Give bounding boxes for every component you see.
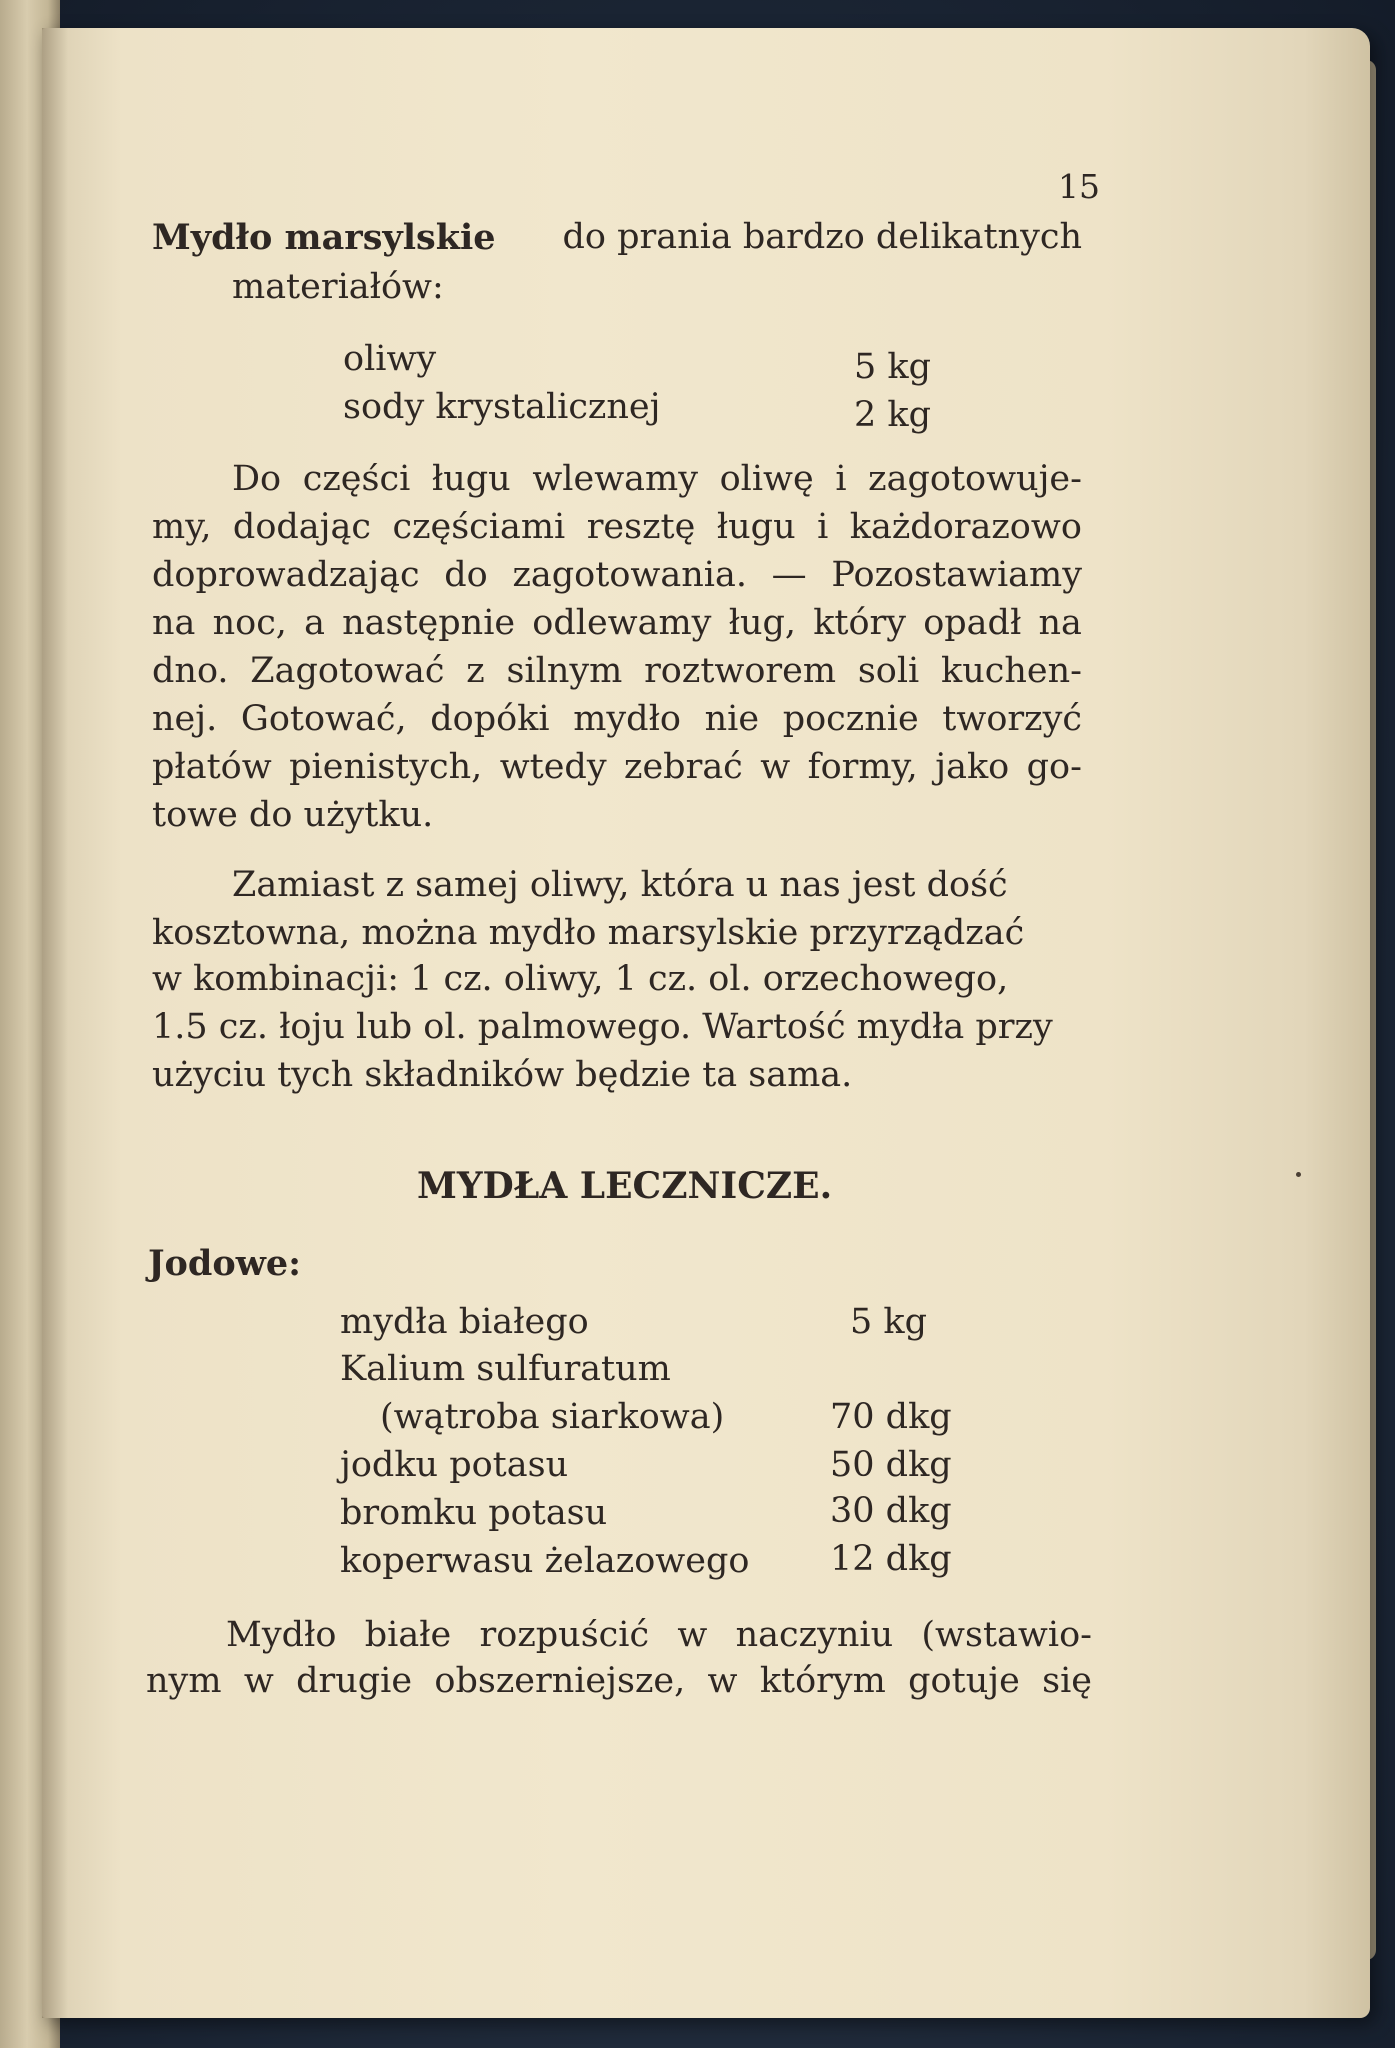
- word: opadł: [923, 603, 1022, 643]
- word: mydło: [573, 699, 681, 739]
- paragraph-line: Zamiast z samej oliwy, która u nas jest dość: [232, 865, 1008, 905]
- paragraph-line: [152, 555, 1082, 595]
- recipe-2-item-amount: 50 dkg: [830, 1445, 952, 1485]
- word: (wstawio-: [921, 1615, 1092, 1655]
- paragraph-line: [152, 507, 1082, 547]
- recipe-2-item-name: (wątroba siarkowa): [380, 1397, 725, 1437]
- recipe-heading-bold: Mydło marsylskie: [152, 217, 496, 258]
- word: następnie: [342, 603, 516, 643]
- word: drugie: [296, 1661, 413, 1701]
- word: ług,: [728, 603, 797, 643]
- word: resztę: [586, 507, 696, 547]
- word: z: [466, 651, 485, 691]
- word: zagotowuje-: [868, 459, 1082, 499]
- paragraph-line: [226, 1615, 1092, 1655]
- word: i: [817, 507, 829, 547]
- word: dno.: [152, 651, 229, 691]
- word: każdorazowo: [849, 507, 1082, 547]
- word: rozpuścić: [479, 1615, 650, 1655]
- word: na: [152, 603, 196, 643]
- word: częściami: [392, 507, 566, 547]
- word: Gotować,: [240, 699, 407, 739]
- recipe-2-item-name: Kalium sulfuratum: [340, 1349, 671, 1389]
- word: silnym: [506, 651, 623, 691]
- word: nie: [704, 699, 760, 739]
- paragraph-line: [152, 651, 1082, 691]
- word: wtedy: [499, 747, 607, 787]
- word: dopóki: [430, 699, 550, 739]
- word: odlewamy: [532, 603, 712, 643]
- recipe-2-item-amount: 30 dkg: [830, 1491, 952, 1531]
- section-title: MYDŁA LECZNICZE.: [417, 1165, 833, 1207]
- speck: [1296, 1172, 1301, 1177]
- recipe-heading: [152, 217, 1082, 258]
- recipe-heading-rest: do prania bardzo delikatnych: [562, 217, 1082, 257]
- subheading: Jodowe:: [148, 1243, 302, 1284]
- paragraph-line: [152, 603, 1082, 643]
- word: w: [677, 1615, 708, 1655]
- word: który: [813, 603, 907, 643]
- word: oliwę: [719, 459, 814, 499]
- word: kuchen-: [940, 651, 1082, 691]
- word: Mydło: [226, 1615, 337, 1655]
- paragraph-line: [146, 1661, 1092, 1701]
- word: do: [444, 555, 488, 595]
- word: się: [1042, 1661, 1092, 1701]
- recipe-heading-line2: materiałów:: [232, 267, 444, 307]
- recipe-1-item-name: sody krystalicznej: [343, 387, 661, 427]
- word: zagotowania.: [512, 555, 747, 595]
- word: płatów: [152, 747, 272, 787]
- paragraph-line: kosztowna, można mydło marsylskie przyrządzać: [152, 913, 1025, 953]
- word: i: [835, 459, 847, 499]
- word: białe: [364, 1615, 452, 1655]
- recipe-2-item-amount: 70 dkg: [830, 1397, 952, 1437]
- word: doprowadzając: [152, 555, 420, 595]
- word: części: [302, 459, 411, 499]
- word: nym: [146, 1661, 222, 1701]
- paragraph-line: [232, 459, 1082, 499]
- word: ługu: [716, 507, 796, 547]
- word: gotuje: [908, 1661, 1020, 1701]
- recipe-2-item-name: mydła białego: [340, 1302, 589, 1342]
- word: —: [771, 555, 807, 595]
- word: roztworem: [644, 651, 837, 691]
- word: go-: [1026, 747, 1082, 787]
- word: Pozostawiamy: [831, 555, 1082, 595]
- paragraph-line: [152, 747, 1082, 787]
- gutter-shadow: [42, 28, 68, 2018]
- recipe-2-item-name: bromku potasu: [340, 1493, 608, 1533]
- word: Zagotować: [250, 651, 445, 691]
- paragraph-line: 1.5 cz. łoju lub ol. palmowego. Wartość mydła przy: [152, 1007, 1053, 1047]
- word: wlewamy: [532, 459, 698, 499]
- recipe-2-item-amount: 5 kg: [850, 1302, 928, 1342]
- word: w: [707, 1661, 738, 1701]
- word: nej.: [152, 699, 218, 739]
- recipe-2-item-name: jodku potasu: [340, 1445, 569, 1485]
- word: pienistych,: [289, 747, 483, 787]
- paragraph-line: towe do użytku.: [152, 795, 434, 835]
- paragraph-line: użyciu tych składników będzie ta sama.: [152, 1055, 853, 1095]
- paragraph-line: [152, 699, 1082, 739]
- recipe-1-item-amount: 2 kg: [854, 395, 932, 435]
- word: Do: [232, 459, 282, 499]
- word: którym: [759, 1661, 886, 1701]
- word: w: [243, 1661, 274, 1701]
- page-number: 15: [1058, 167, 1100, 206]
- recipe-2-item-name: koperwasu żelazowego: [340, 1541, 750, 1581]
- word: na: [1038, 603, 1082, 643]
- recipe-2-item-amount: 12 dkg: [830, 1539, 952, 1579]
- word: dodając: [232, 507, 371, 547]
- recipe-1-item-name: oliwy: [343, 339, 437, 379]
- paragraph-line: w kombinacji: 1 cz. oliwy, 1 cz. ol. orzechowego,: [152, 959, 1009, 999]
- word: formy,: [807, 747, 918, 787]
- word: pocznie: [782, 699, 919, 739]
- word: jako: [935, 747, 1010, 787]
- word: tworzyć: [942, 699, 1082, 739]
- word: obszerniejsze,: [434, 1661, 686, 1701]
- word: a: [304, 603, 325, 643]
- word: naczyniu: [735, 1615, 894, 1655]
- word: zebrać: [624, 747, 743, 787]
- word: w: [760, 747, 791, 787]
- word: noc,: [212, 603, 287, 643]
- word: my,: [152, 507, 212, 547]
- word: soli: [857, 651, 920, 691]
- recipe-1-item-amount: 5 kg: [854, 347, 932, 387]
- word: ługu: [431, 459, 511, 499]
